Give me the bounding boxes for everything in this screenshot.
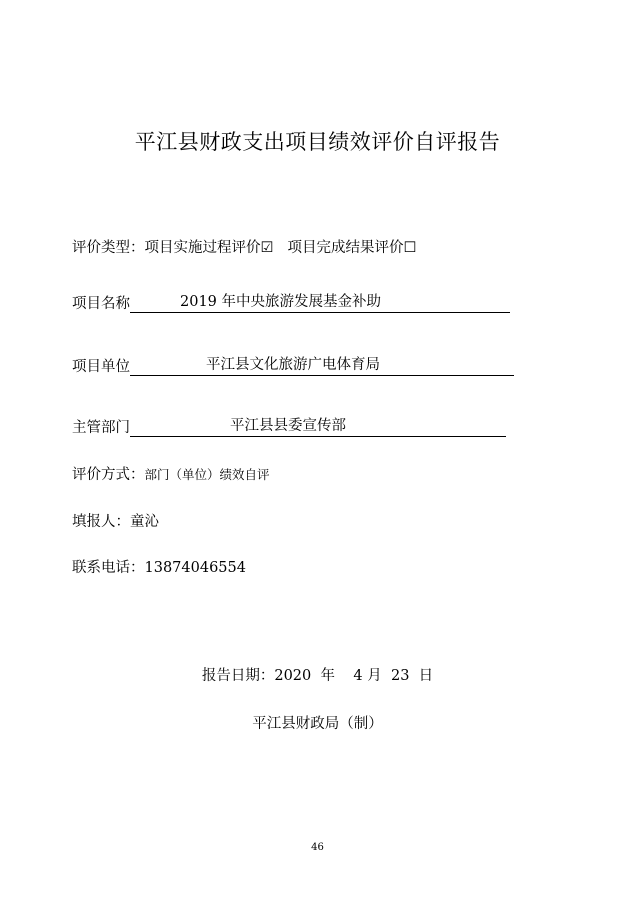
filler-label: 填报人： <box>72 514 130 530</box>
project-unit-field <box>130 357 514 376</box>
project-unit-line <box>72 355 514 376</box>
project-name-value: 2019 年中央旅游发展基金补助 <box>180 294 382 310</box>
project-unit-value: 平江县文化旅游广电体育局 <box>206 357 380 373</box>
project-unit-label: 项目单位 <box>72 359 130 375</box>
evaluation-option-process: 项目实施过程评价☑ <box>144 240 274 256</box>
report-title: 平江县财政支出项目绩效评价自评报告 <box>134 130 501 154</box>
project-name-label: 项目名称 <box>72 296 130 312</box>
supervisor-label: 主管部门 <box>72 420 130 436</box>
issuer: 平江县财政局（制） <box>252 716 383 732</box>
supervisor-line <box>72 416 506 437</box>
filler-line <box>72 510 159 531</box>
phone-value: 13874046554 <box>144 560 246 576</box>
phone-line <box>72 556 246 577</box>
filler-value: 童沁 <box>130 514 159 530</box>
evaluation-option-result: 项目完成结果评价☐ <box>287 240 417 256</box>
eval-method-label: 评价方式： <box>72 467 145 483</box>
eval-method-line <box>72 463 270 484</box>
supervisor-field <box>130 418 506 437</box>
evaluation-type-line <box>72 236 417 257</box>
page-number: 46 <box>311 842 324 853</box>
project-name-field <box>130 294 510 313</box>
phone-label: 联系电话： <box>72 560 145 576</box>
project-name-line <box>72 292 510 313</box>
evaluation-type-label: 评价类型： <box>72 240 145 256</box>
report-date: 报告日期：2020 年 4 月 23 日 <box>201 668 434 684</box>
eval-method-value: 部门（单位）绩效自评 <box>144 467 270 482</box>
supervisor-value: 平江县县委宣传部 <box>230 418 346 434</box>
